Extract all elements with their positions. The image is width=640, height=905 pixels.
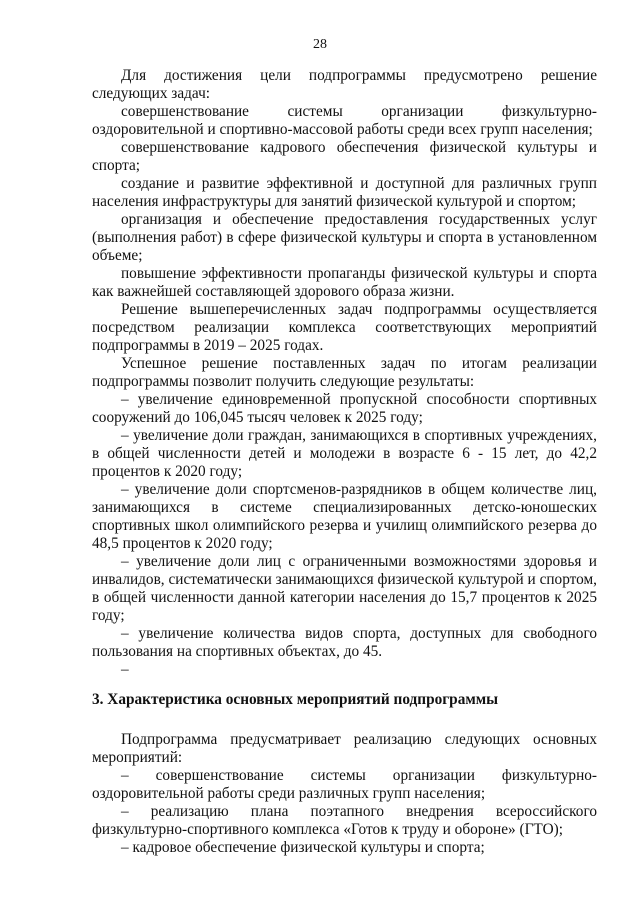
results-intro: Успешное решение поставленных задач по итогам реализации подпрограммы позволит получить следующие результаты: <box>92 355 597 390</box>
measure-item: – реализацию плана поэтапного внедрения всероссийского физкультурно-спортивного комплекса «Готов к труду и обороне» (ГТО); <box>92 803 597 838</box>
section-intro: Подпрограмма предусматривает реализацию следующих основных мероприятий: <box>92 731 597 766</box>
task-item: совершенствование кадрового обеспечения физической культуры и спорта; <box>92 139 597 174</box>
result-item: – увеличение количества видов спорта, доступных для свободного пользования на спортивных объектах, до 45. <box>92 625 597 660</box>
result-item: – увеличение единовременной пропускной способности спортивных сооружений до 106,045 тысяч человек к 2025 году; <box>92 391 597 426</box>
result-item: – увеличение доли граждан, занимающихся в спортивных учреждениях, в общей численности детей и молодежи в возрасте 6 - 15 лет, до 42,2 процентов к 2020 году; <box>92 427 597 480</box>
page-number: 28 <box>313 37 327 52</box>
section-heading: 3. Характеристика основных мероприятий подпрограммы <box>92 691 499 708</box>
solution-paragraph: Решение вышеперечисленных задач подпрограммы осуществляется посредством реализации комплекса соответствующих мероприятий подпрограммы в 2019 – 2025 годах. <box>92 301 597 354</box>
task-item: повышение эффективности пропаганды физической культуры и спорта как важнейшей составляющей здорового образа жизни. <box>92 265 597 300</box>
result-item: – увеличение доли спортсменов-разрядников в общем количестве лиц, занимающихся в системе специализированных детско-юношеских спортивных школ олимпийского резерва и училищ олимпийского резерва до 48,5 процентов к 2020 году; <box>92 481 597 552</box>
task-item: совершенствование системы организации физкультурно-оздоровительной и спортивно-массовой работы среди всех групп населения; <box>92 103 597 138</box>
measure-item: – совершенствование системы организации физкультурно-оздоровительной работы среди различных групп населения; <box>92 767 597 802</box>
document-body <box>92 67 597 857</box>
result-item: – увеличение доли лиц с ограниченными возможностями здоровья и инвалидов, систематически занимающихся физической культурой и спортом, в общей численности данной категории населения до 15,7 процентов к 2025 году; <box>92 553 597 624</box>
trailing-dash: – <box>121 661 129 678</box>
intro-paragraph: Для достижения цели подпрограммы предусмотрено решение следующих задач: <box>92 67 597 102</box>
task-item: организация и обеспечение предоставления государственных услуг (выполнения работ) в сфере физической культуры и спорта в установленном объеме; <box>92 211 597 264</box>
task-item: создание и развитие эффективной и доступной для различных групп населения инфраструктуры для занятий физической культурой и спортом; <box>92 175 597 210</box>
measure-item: – кадровое обеспечение физической культуры и спорта; <box>121 839 485 856</box>
